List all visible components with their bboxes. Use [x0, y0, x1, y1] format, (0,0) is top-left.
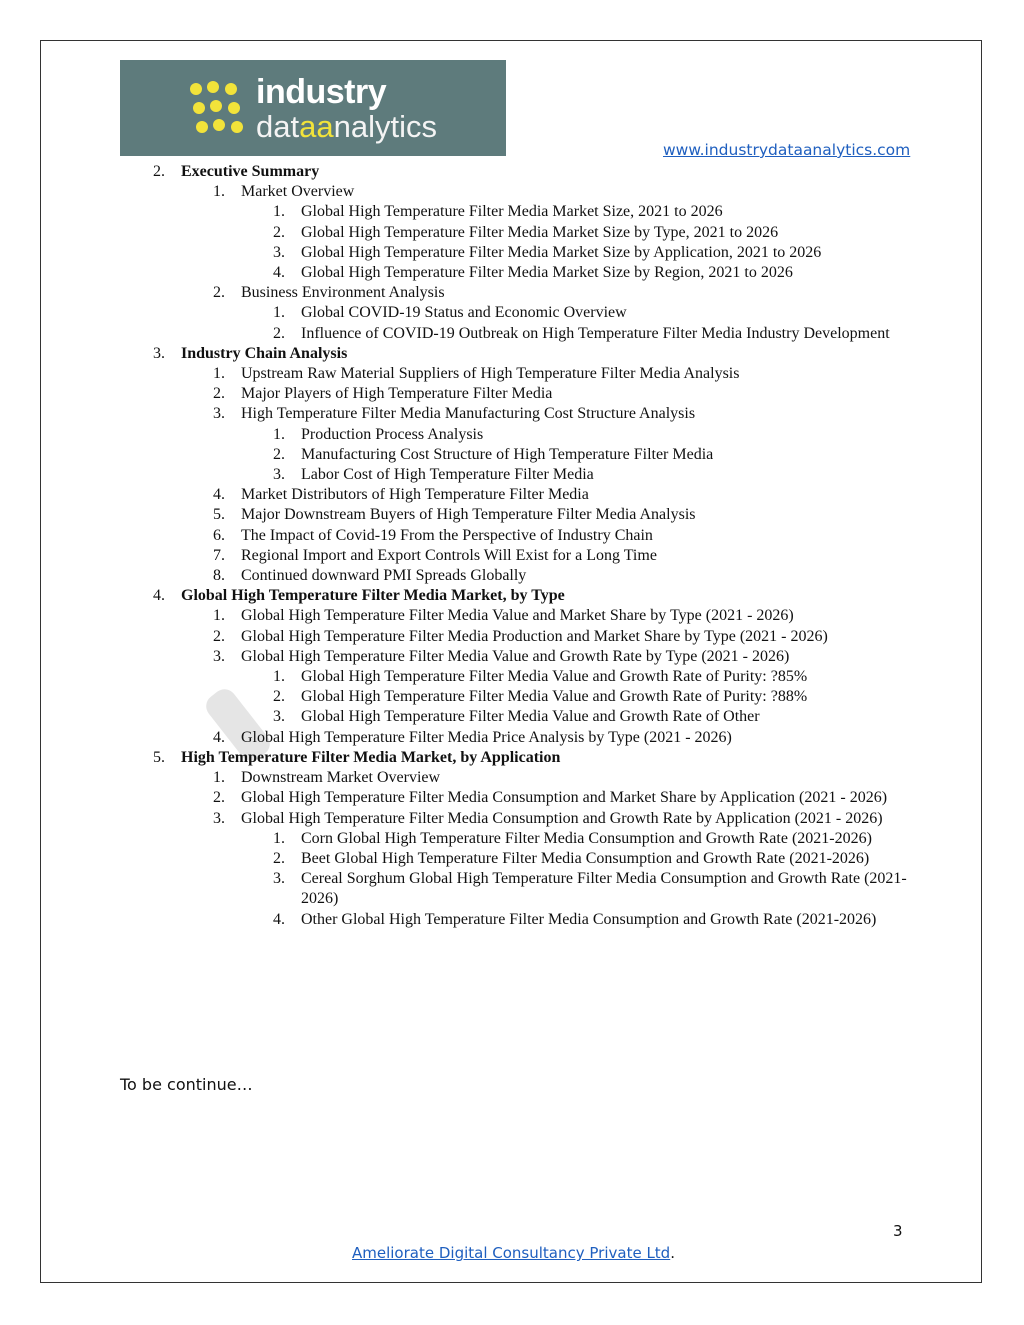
toc-entry-number: 2.	[213, 789, 225, 807]
footer-company-link[interactable]: Ameliorate Digital Consultancy Private Ltd	[352, 1244, 671, 1262]
toc-entry-text: Regional Import and Export Controls Will Exist for a Long Time	[241, 546, 657, 564]
toc-entry	[140, 324, 910, 344]
toc-entry-text: Global High Temperature Filter Media Value and Growth Rate of Purity: ?85%	[301, 668, 808, 686]
toc-entry-text: Global High Temperature Filter Media Value and Growth Rate of Purity: ?88%	[301, 688, 808, 706]
toc-entry	[140, 627, 910, 647]
toc-entry-number: 7.	[213, 546, 225, 564]
toc-entry-number: 1.	[213, 607, 225, 625]
toc-entry	[140, 748, 910, 768]
toc-entry-number: 4.	[273, 264, 285, 282]
toc-entry-text: Global COVID-19 Status and Economic Overview	[301, 304, 627, 322]
toc-entry	[140, 788, 910, 808]
toc-entry-number: 4.	[213, 486, 225, 504]
toc-entry	[140, 445, 910, 465]
toc-entry-number: 4.	[153, 587, 165, 605]
toc-entry-text: Upstream Raw Material Suppliers of High Temperature Filter Media Analysis	[241, 365, 740, 383]
toc-entry-number: 3.	[153, 344, 165, 362]
toc-entry-number: 3.	[213, 405, 225, 423]
toc-entry-number: 2.	[273, 688, 285, 706]
toc-entry-text: Corn Global High Temperature Filter Media Consumption and Growth Rate (2021-2026)	[301, 829, 872, 847]
toc-entry	[140, 728, 910, 748]
toc-entry	[140, 809, 910, 829]
toc-entry-text: Cereal Sorghum Global High Temperature Filter Media Consumption and Growth Rate (2021-2026)	[301, 870, 907, 908]
toc-entry-text: Global High Temperature Filter Media Value and Growth Rate by Type (2021 - 2026)	[241, 647, 790, 665]
toc-entry-text: Global High Temperature Filter Media Price Analysis by Type (2021 - 2026)	[241, 728, 732, 746]
toc-entry	[140, 384, 910, 404]
toc-entry-number: 2.	[213, 385, 225, 403]
toc-entry-number: 5.	[153, 748, 165, 766]
company-logo	[120, 60, 506, 156]
toc-entry-text: Other Global High Temperature Filter Media Consumption and Growth Rate (2021-2026)	[301, 910, 877, 928]
toc-entry	[140, 829, 910, 849]
toc-entry	[140, 283, 910, 303]
toc-entry-text: Executive Summary	[181, 163, 320, 180]
toc-entry-text: Market Distributors of High Temperature Filter Media	[241, 486, 589, 504]
toc-entry-number: 1.	[273, 304, 285, 322]
toc-entry-text: Global High Temperature Filter Media Market Size by Application, 2021 to 2026	[301, 243, 822, 261]
toc-entry-text: Labor Cost of High Temperature Filter Media	[301, 466, 594, 484]
toc-entry-text: Global High Temperature Filter Media Value and Market Share by Type (2021 - 2026)	[241, 607, 794, 625]
toc-entry-number: 4.	[213, 728, 225, 746]
website-link[interactable]: www.industrydataanalytics.com	[663, 141, 911, 159]
toc-entry	[140, 910, 910, 930]
toc-entry	[140, 263, 910, 283]
toc-entry	[140, 526, 910, 546]
toc-entry	[140, 667, 910, 687]
toc-entry-text: Influence of COVID-19 Outbreak on High Temperature Filter Media Industry Development	[301, 324, 890, 342]
logo-wordmark-top: industry	[256, 72, 387, 111]
toc-entry-number: 6.	[213, 526, 225, 544]
toc-entry-text: Global High Temperature Filter Media Market, by Type	[181, 587, 565, 605]
toc-entry-number: 1.	[273, 425, 285, 443]
toc-entry-number: 3.	[273, 870, 285, 888]
toc-entry-number: 3.	[213, 647, 225, 665]
toc-entry-text: Major Downstream Buyers of High Temperature Filter Media Analysis	[241, 506, 696, 524]
toc-entry	[140, 243, 910, 263]
toc-entry-number: 2.	[213, 627, 225, 645]
toc-entry	[140, 849, 910, 869]
toc-entry	[140, 586, 910, 606]
toc-entry	[140, 223, 910, 243]
toc-entry-text: Continued downward PMI Spreads Globally	[241, 567, 527, 585]
toc-entry-text: Industry Chain Analysis	[181, 344, 348, 362]
toc-entry-text: Production Process Analysis	[301, 425, 484, 443]
toc-entry-number: 2.	[273, 324, 285, 342]
toc-entry	[140, 344, 910, 364]
toc-entry-text: Global High Temperature Filter Media Market Size, 2021 to 2026	[301, 203, 723, 221]
toc-entry	[140, 647, 910, 667]
toc-entry	[140, 566, 910, 586]
toc-entry-number: 5.	[213, 506, 225, 524]
toc-entry-number: 3.	[273, 708, 285, 726]
toc-entry	[140, 707, 910, 727]
toc-entry-number: 1.	[273, 829, 285, 847]
toc-entry	[140, 606, 910, 626]
toc-entry-text: Global High Temperature Filter Media Market Size by Region, 2021 to 2026	[301, 264, 793, 282]
table-of-contents	[140, 162, 910, 930]
toc-entry-text: Downstream Market Overview	[241, 769, 441, 787]
toc-entry-text: Business Environment Analysis	[241, 284, 445, 302]
toc-entry-text: Global High Temperature Filter Media Market Size by Type, 2021 to 2026	[301, 223, 779, 241]
toc-entry-text: Major Players of High Temperature Filter Media	[241, 385, 553, 403]
toc-entry-number: 3.	[213, 809, 225, 827]
toc-entry-text: The Impact of Covid-19 From the Perspective of Industry Chain	[241, 526, 653, 544]
toc-entry-text: Market Overview	[241, 183, 355, 201]
toc-entry	[140, 505, 910, 525]
toc-entry-number: 2.	[153, 163, 165, 180]
toc-entry-number: 1.	[213, 769, 225, 787]
continue-note: To be continue…	[120, 1075, 253, 1094]
toc-entry-number: 3.	[273, 466, 285, 484]
toc-entry-number: 2.	[213, 284, 225, 302]
toc-entry-text: Beet Global High Temperature Filter Media Consumption and Growth Rate (2021-2026)	[301, 849, 870, 867]
footer: Ameliorate Digital Consultancy Private Ltd.	[352, 1244, 675, 1262]
toc-entry	[140, 768, 910, 788]
toc-entry-number: 3.	[273, 243, 285, 261]
toc-entry-number: 1.	[213, 365, 225, 383]
toc-entry	[140, 162, 910, 182]
toc-entry-text: Global High Temperature Filter Media Consumption and Growth Rate by Application (2021 - 2026)	[241, 809, 883, 827]
toc-entry-number: 4.	[273, 910, 285, 928]
toc-entry-number: 2.	[273, 445, 285, 463]
toc-entry-text: Manufacturing Cost Structure of High Temperature Filter Media	[301, 445, 714, 463]
toc-entry-number: 8.	[213, 567, 225, 585]
page-number: 3	[893, 1222, 903, 1240]
toc-entry-text: High Temperature Filter Media Market, by Application	[181, 748, 561, 766]
toc-entry-text: Global High Temperature Filter Media Consumption and Market Share by Application (2021 - 2026)	[241, 789, 888, 807]
toc-entry	[140, 364, 910, 384]
toc-entry	[140, 869, 910, 909]
toc-entry-number: 2.	[273, 223, 285, 241]
toc-entry-number: 1.	[273, 203, 285, 221]
toc-entry	[140, 546, 910, 566]
toc-entry-number: 2.	[273, 849, 285, 867]
logo-wordmark-bottom: dataanalytics	[256, 108, 437, 144]
toc-entry-number: 1.	[273, 668, 285, 686]
toc-entry	[140, 465, 910, 485]
toc-entry-text: Global High Temperature Filter Media Production and Market Share by Type (2021 - 2026)	[241, 627, 828, 645]
toc-entry-text: High Temperature Filter Media Manufacturing Cost Structure Analysis	[241, 405, 696, 423]
toc-entry	[140, 404, 910, 424]
logo-dots-icon	[190, 81, 244, 135]
toc-entry	[140, 303, 910, 323]
toc-entry-text: Global High Temperature Filter Media Value and Growth Rate of Other	[301, 708, 760, 726]
toc-entry	[140, 425, 910, 445]
toc-entry	[140, 202, 910, 222]
toc-entry-number: 1.	[213, 183, 225, 201]
toc-entry	[140, 687, 910, 707]
toc-entry	[140, 485, 910, 505]
toc-entry	[140, 182, 910, 202]
